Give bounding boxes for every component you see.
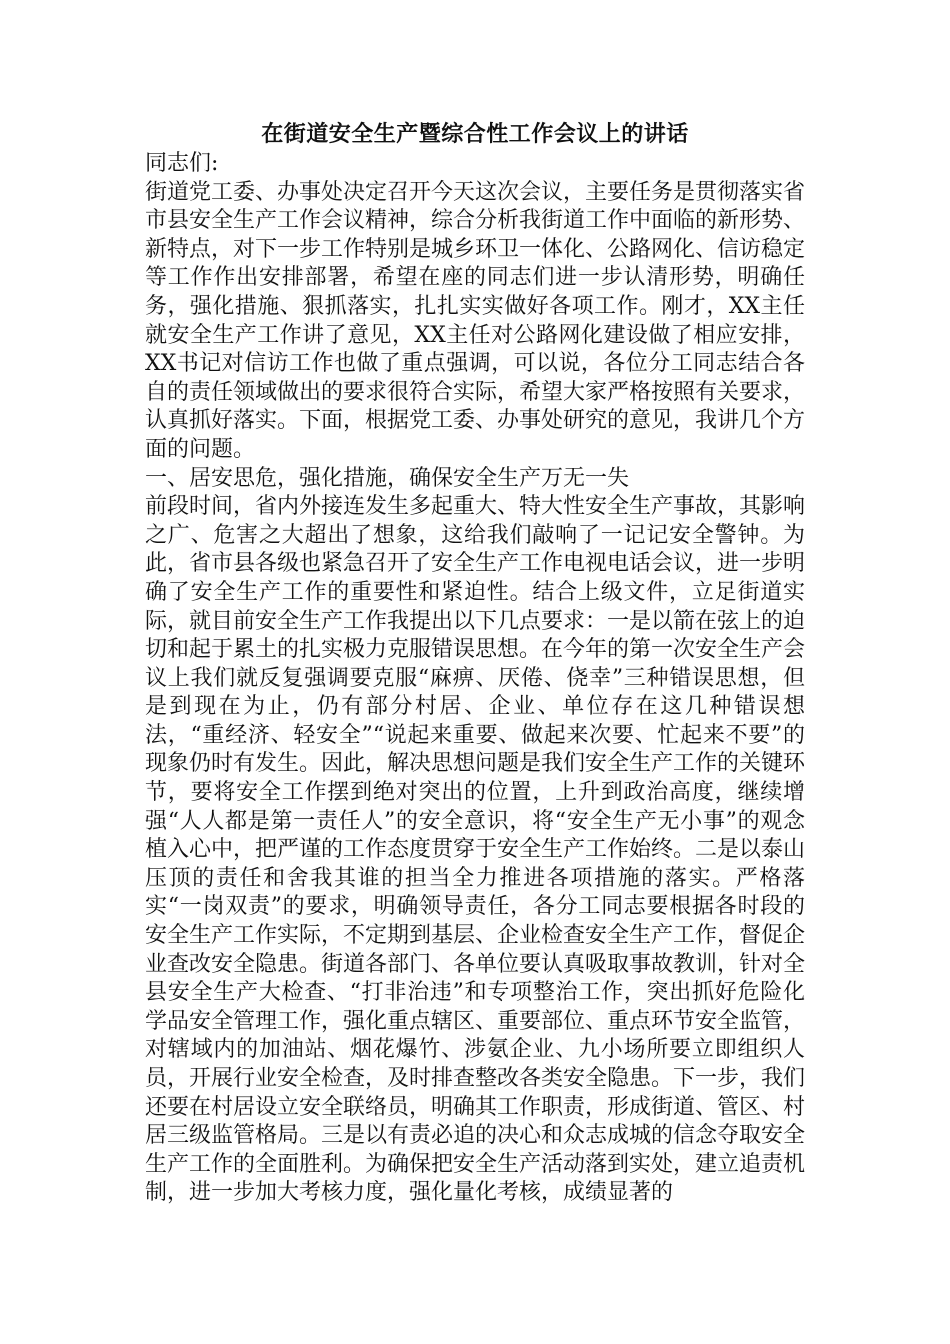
document-page [145,118,805,1208]
document-title: 在街道安全生产暨综合性工作会议上的讲话 [261,121,689,147]
salutation: 同志们: [145,151,219,176]
intro-paragraph: 街道党工委、办事处决定召开今天这次会议，主要任务是贯彻落实省市县安全生产工作会议精神，综合分析我街道工作中面临的新形势、新特点，对下一步工作特别是城乡环卫一体化、公路网化、信访稳定等工作作出安排部署，希望在座的同志们进一步认清形势，明确任务，强化措施、狠抓落实，扎扎实实做好各项工作。刚才，XX主任就安全生产工作讲了意见，XX主任对公路网化建设做了相应安排，XX书记对信访工作也做了重点强调，可以说，各位分工同志结合各自的责任领域做出的要求很符合实际，希望大家严格按照有关要求，认真抓好落实。下面，根据党工委、办事处研究的意见，我讲几个方面的问题。 [145,179,806,462]
section-paragraph: 前段时间，省内外接连发生多起重大、特大性安全生产事故，其影响之广、危害之大超出了想象，这给我们敲响了一记记安全警钟。为此，省市县各级也紧急召开了安全生产工作电视电话会议，进一步明确了安全生产工作的重要性和紧迫性。结合上级文件，立足街道实际，就目前安全生产工作我提出以下几点要求：一是以箭在弦上的迫切和起于累土的扎实极力克服错误思想。在今年的第一次安全生产会议上我们就反复强调要克服“麻痹、厌倦、侥幸”三种错误思想，但是到现在为止，仍有部分村居、企业、单位存在这几种错误想法，“重经济、轻安全”“说起来重要、做起来次要、忙起来不要”的现象仍时有发生。因此，解决思想问题是我们安全生产工作的关键环节，要将安全工作摆到绝对突出的位置，上升到政治高度，继续增强“人人都是第一责任人”的安全意识，将“安全生产无小事”的观念植入心中，把严谨的工作态度贯穿于安全生产工作始终。二是以泰山压顶的责任和舍我其谁的担当全力推进各项措施的落实。严格落实“一岗双责”的要求，明确领导责任，各分工同志要根据各时段的安全生产工作实际，不定期到基层、企业检查安全生产工作，督促企业查改安全隐患。街道各部门、各单位要认真吸取事故教训，针对全县安全生产大检查、“打非治违”和专项整治工作，突出抓好危险化学品安全管理工作，强化重点辖区、重要部位、重点环节安全监管，对辖域内的加油站、烟花爆竹、涉氨企业、九小场所要立即组织人员，开展行业安全检查，及时排查整改各类安全隐患。下一步，我们还要在村居设立安全联络员，明确其工作职责，形成街道、管区、村居三级监管格局。三是以有责必追的决心和众志成城的信念夺取安全生产工作的全面胜利。为确保把安全生产活动落到实处，建立追责机制，进一步加大考核力度，强化量化考核，成绩显著的 [145,494,806,1206]
section-heading: 一、居安思危，强化措施，确保安全生产万无一失 [145,465,630,491]
